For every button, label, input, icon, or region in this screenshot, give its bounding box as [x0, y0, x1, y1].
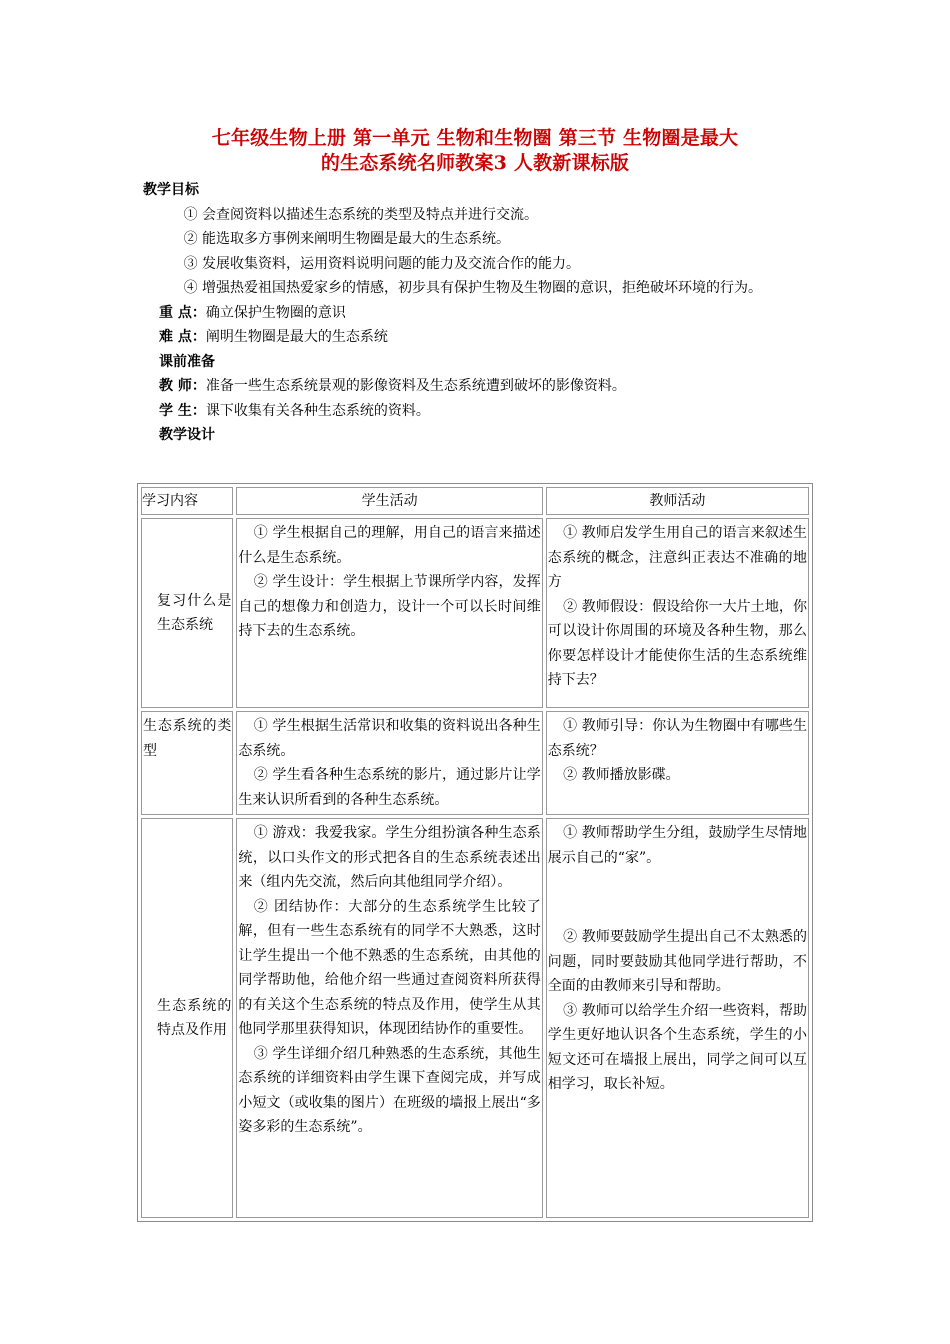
activity-paragraph: ② 团结协作：大部分的生态系统学生比较了解，但有一些生态系统有的同学不大熟悉，这时让学生提出一个他不熟悉的生态系统，由其他的同学帮助他，给他介绍一些通过查阅资料所获得的有关这个生态系统的特点及作用，使学生从其他同学那里获得知识，体现团结协作的重要性。	[238, 898, 541, 1037]
student-activity-cell	[236, 818, 542, 1218]
document-body	[143, 178, 810, 448]
difficult-point-text: 阐明生物圈是最大的生态系统	[205, 329, 388, 345]
title-line-2: 的生态系统名师教案3 人教新课标版	[320, 152, 630, 174]
table-row	[141, 818, 809, 1218]
activity-paragraph: ① 游戏：我爱我家。学生分组扮演各种生态系统，以口头作文的形式把各自的生态系统表述出来（组内先交流，然后向其他组同学介绍）。	[238, 825, 541, 890]
header-content: 学习内容	[141, 487, 233, 515]
activity-paragraph: ① 学生根据自己的理解，用自己的语言来描述什么是生态系统。	[238, 525, 541, 566]
activity-paragraph: ② 教师假设：假设给你一大片土地，你可以设计你周围的环境及各种生物，那么你要怎样设计才能使你生活的生态系统维持下去？	[547, 598, 807, 688]
teacher-activity-cell	[546, 518, 809, 708]
activity-paragraph: ③ 教师可以给学生介绍一些资料，帮助学生更好地认识各个生态系统，学生的小短文还可在墙报上展出，同学之间可以互相学习，取长补短。	[547, 1002, 807, 1092]
header-student-activity: 学生活动	[236, 487, 542, 515]
student-label: 学 生：	[159, 402, 206, 419]
student-activity-cell	[236, 518, 542, 708]
objective-item: ③ 发展收集资料，运用资料说明问题的能力及交流合作的能力。	[183, 255, 581, 272]
activity-paragraph: ① 教师帮助学生分组，鼓励学生尽情地展示自己的“家”。	[547, 825, 807, 866]
student-activity-cell	[236, 711, 542, 815]
prep-heading: 课前准备	[159, 353, 215, 370]
objective-item: ① 会查阅资料以描述生态系统的类型及特点并进行交流。	[183, 206, 539, 223]
activity-paragraph: ① 教师引导：你认为生物圈中有哪些生态系统？	[547, 718, 807, 759]
teacher-activity-cell	[546, 711, 809, 815]
header-teacher-activity: 教师活动	[546, 487, 809, 515]
difficult-point-label: 难 点：	[159, 329, 206, 345]
topic-cell: 生态系统的特点及作用	[141, 818, 233, 1218]
document-title	[140, 126, 810, 176]
activity-paragraph: ② 学生设计：学生根据上节课所学内容，发挥自己的想像力和创造力，设计一个可以长时间维持下去的生态系统。	[238, 574, 541, 639]
topic-cell: 复习什么是生态系统	[141, 518, 233, 708]
activity-paragraph: ① 学生根据生活常识和收集的资料说出各种生态系统。	[238, 718, 541, 759]
objectives-heading: 教学目标	[143, 182, 199, 198]
teacher-prep	[143, 374, 810, 399]
key-point-text: 确立保护生物圈的意识	[205, 304, 346, 321]
activity-paragraph: ② 学生看各种生态系统的影片，通过影片让学生来认识所看到的各种生态系统。	[238, 767, 541, 808]
key-point-label: 重 点：	[159, 304, 206, 321]
activity-paragraph: ② 教师播放影碟。	[563, 767, 680, 783]
key-point	[143, 301, 810, 326]
activity-paragraph: ③ 学生详细介绍几种熟悉的生态系统，其他生态系统的详细资料由学生课下查阅完成，并写成小短文（或收集的图片）在班级的墙报上展出“多姿多彩的生态系统”。	[238, 1045, 541, 1135]
activity-paragraph: ① 教师启发学生用自己的语言来叙述生态系统的概念，注意纠正表达不准确的地方	[547, 525, 807, 590]
teacher-label: 教 师：	[159, 378, 206, 394]
table-header-row	[141, 487, 809, 515]
objective-item: ④ 增强热爱祖国热爱家乡的情感，初步具有保护生物及生物圈的意识，拒绝破坏环境的行为。	[183, 280, 763, 296]
table-row	[141, 518, 809, 708]
design-heading: 教学设计	[159, 427, 215, 443]
activity-paragraph: ② 教师要鼓励学生提出自己不太熟悉的问题，同时要鼓励其他同学进行帮助，不全面的由教师来引导和帮助。	[547, 929, 807, 994]
student-prep	[143, 399, 810, 424]
teacher-prep-text: 准备一些生态系统景观的影像资料及生态系统遭到破坏的影像资料。	[205, 378, 626, 394]
teaching-design-table	[137, 483, 813, 1222]
student-prep-text: 课下收集有关各种生态系统的资料。	[205, 402, 430, 419]
difficult-point	[143, 325, 810, 350]
teacher-activity-cell	[546, 818, 809, 1218]
objective-item: ② 能选取多方事例来阐明生物圈是最大的生态系统。	[183, 231, 511, 247]
title-line-1: 七年级生物上册 第一单元 生物和生物圈 第三节 生物圈是最大	[211, 127, 739, 149]
table-row	[141, 711, 809, 815]
topic-cell: 生态系统的类型	[141, 711, 233, 815]
